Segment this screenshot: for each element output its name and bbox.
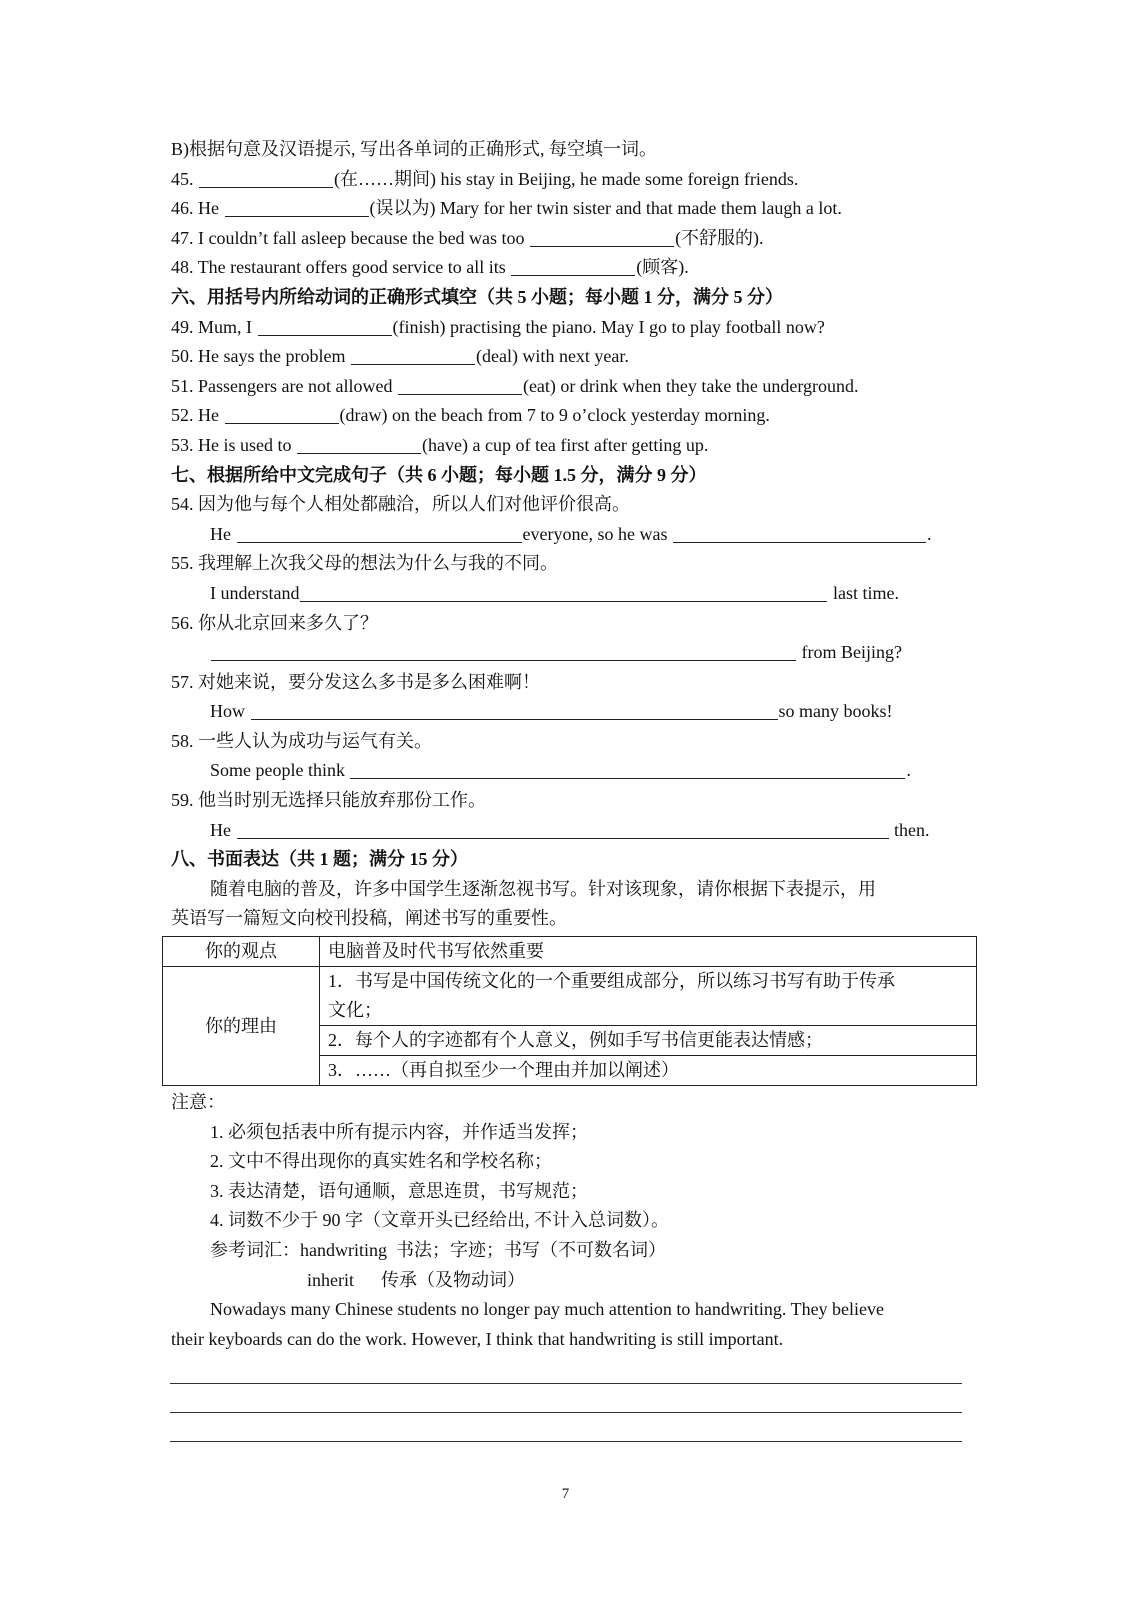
writing-prompt: 随着电脑的普及，许多中国学生逐渐忽视书写。针对该现象，请你根据下表提示，用 — [210, 878, 876, 899]
answer-blank[interactable] — [351, 344, 475, 365]
answer-blank[interactable] — [225, 196, 369, 217]
question-52: 52. He (draw) on the beach from 7 to 9 o’clock yesterday morning. — [171, 405, 770, 426]
question-59-prompt: 59. 他当时别无选择只能放弃那份工作。 — [171, 790, 486, 811]
page-number: 7 — [561, 1486, 570, 1502]
answer-blank[interactable] — [237, 522, 522, 543]
note-item: 2. 文中不得出现你的真实姓名和学校名称； — [210, 1151, 552, 1172]
reason-label: 你的理由 — [163, 967, 320, 1086]
question-54-prompt: 54. 因为他与每个人相处都融洽，所以人们对他评价很高。 — [171, 494, 630, 515]
question-51: 51. Passengers are not allowed (eat) or drink when they take the underground. — [171, 375, 859, 396]
section-b-title: B)根据句意及汉语提示, 写出各单词的正确形式, 每空填一词。 — [171, 139, 657, 159]
view-label: 你的观点 — [163, 937, 320, 967]
writing-prompt-cont: 英语写一篇短文向校刊投稿，阐述书写的重要性。 — [171, 908, 567, 929]
writing-line[interactable] — [170, 1383, 962, 1384]
reason-1: 1．书写是中国传统文化的一个重要组成部分，所以练习书写有助于传承 文化； — [320, 967, 977, 1026]
notes-label: 注意： — [171, 1092, 225, 1113]
reason-2: 2．每个人的字迹都有个人意义，例如手写书信更能表达情感； — [320, 1026, 977, 1056]
question-45: 45. (在……期间) his stay in Beijing, he made some foreign friends. — [171, 168, 799, 189]
section-7-title: 七、根据所给中文完成句子（共 6 小题；每小题 1.5 分，满分 9 分） — [171, 464, 707, 485]
question-49: 49. Mum, I (finish) practising the piano. May I go to play football now? — [171, 316, 825, 337]
question-57-prompt: 57. 对她来说，要分发这么多书是多么困难啊！ — [171, 671, 540, 692]
opening-text-cont: their keyboards can do the work. However, I think that handwriting is still important. — [171, 1328, 784, 1349]
question-56-prompt: 56. 你从北京回来多久了？ — [171, 612, 378, 633]
answer-blank[interactable] — [199, 167, 333, 188]
question-55-prompt: 55. 我理解上次我父母的想法为什么与我的不同。 — [171, 553, 558, 574]
question-53: 53. He is used to (have) a cup of tea first after getting up. — [171, 434, 709, 455]
opening-text: Nowadays many Chinese students no longer pay much attention to handwriting. They believe — [210, 1299, 885, 1320]
answer-blank[interactable] — [258, 315, 392, 336]
answer-blank[interactable] — [225, 403, 339, 424]
question-58-answer: Some people think . — [210, 760, 911, 781]
answer-blank[interactable] — [300, 581, 827, 602]
section-6-title: 六、用括号内所给动词的正确形式填空（共 5 小题；每小题 1 分，满分 5 分） — [171, 286, 783, 307]
note-item: 1. 必须包括表中所有提示内容，并作适当发挥； — [210, 1121, 588, 1142]
answer-blank[interactable] — [398, 374, 522, 395]
answer-blank[interactable] — [350, 758, 905, 779]
writing-line[interactable] — [170, 1412, 962, 1413]
note-item: 3. 表达清楚，语句通顺，意思连贯，书写规范； — [210, 1180, 588, 1201]
answer-blank[interactable] — [237, 818, 889, 839]
question-54-answer: He everyone, so he was . — [210, 523, 932, 544]
view-text: 电脑普及时代书写依然重要 — [320, 937, 977, 967]
hint-table — [162, 936, 977, 1086]
page-content — [171, 135, 961, 1354]
answer-blank[interactable] — [297, 433, 421, 454]
writing-line[interactable] — [170, 1441, 962, 1442]
note-item: 4. 词数不少于 90 字（文章开头已经给出, 不计入总词数）。 — [210, 1210, 669, 1231]
question-58-prompt: 58. 一些人认为成功与运气有关。 — [171, 730, 432, 751]
answer-blank[interactable] — [251, 699, 778, 720]
question-57-answer: How so many books! — [210, 701, 893, 722]
vocab-line: 参考词汇：handwriting 书法；字迹；书写（不可数名词） — [210, 1240, 666, 1260]
question-56-answer: from Beijing? — [171, 638, 961, 668]
section-8-title: 八、书面表达（共 1 题；满分 15 分） — [171, 849, 468, 870]
question-46: 46. He (误以为) Mary for her twin sister and that made them laugh a lot. — [171, 198, 842, 219]
question-59-answer: He then. — [210, 819, 930, 840]
question-48: 48. The restaurant offers good service to all its (顾客). — [171, 257, 689, 278]
answer-blank[interactable] — [530, 226, 674, 247]
question-47: 47. I couldn’t fall asleep because the bed was too (不舒服的). — [171, 227, 764, 248]
reason-3: 3．……（再自拟至少一个理由并加以阐述） — [320, 1056, 977, 1086]
question-50: 50. He says the problem (deal) with next year. — [171, 346, 629, 367]
answer-blank[interactable] — [673, 522, 926, 543]
vocab-line: inherit 传承（及物动词） — [307, 1269, 525, 1290]
answer-blank[interactable] — [511, 255, 635, 276]
question-55-answer: I understand last time. — [210, 582, 899, 603]
answer-blank[interactable] — [211, 640, 796, 661]
